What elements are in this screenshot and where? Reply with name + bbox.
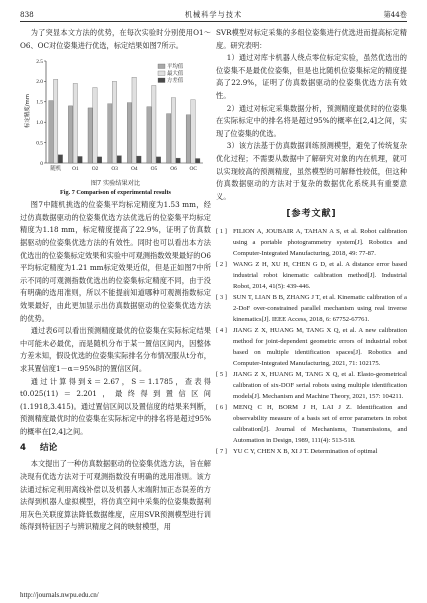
finding-item-1: 1）通过对库卡机器人绕点零位标定实验，虽然优选出的位姿集不是最优位姿集，但是也比随机位姿集标定的精度提高了22.9%，证明了仿真数据驱动的位姿集优选方法有效性。 (216, 53, 407, 100)
bar-chart (20, 55, 211, 179)
x-tick-label: 随机 (50, 166, 62, 173)
finding-item-3: 3）该方法基于仿真数据训练预测模型，避免了传统复杂优化过程；不需要从数据中了解研究对象的内在机理，就可以实现较高的预测精度，虽然模型的可解释性较低，但这种仿真数据驱动的方法对于复杂的数据优化系统具有重要意义。 (216, 141, 407, 201)
x-tick-label: O3 (111, 166, 118, 173)
bar-2 (58, 155, 62, 163)
y-tick-label: 0.5 (36, 140, 43, 147)
y-tick-label: 1.5 (36, 99, 43, 106)
y-axis-title: 标定精度/mm (25, 94, 31, 129)
legend-swatch (158, 71, 165, 76)
bar-0 (186, 115, 190, 163)
confidence-paragraph: 通过表6可以看出预测精度最优的位姿集在实际标定结果中可能未必最优，而是随机分布于某一置信区间内，因整体方差未知，假设优选的位姿集实际排名分布情况服从t分布，求其置信度1－α＝95%时的置信区间。 (20, 326, 211, 373)
legend-swatch (158, 64, 165, 69)
left-column (20, 27, 211, 534)
intro-paragraph: 为了突显本文方法的优势，在每次实验时分别使用O1～O6、OC对位姿集进行优选，标定结果如图7所示。 (20, 28, 211, 50)
bar-0 (166, 114, 170, 163)
x-tick-label: O6 (170, 166, 177, 173)
bar-1 (112, 82, 116, 164)
legend-label: 最大值 (167, 71, 184, 78)
right-column (216, 27, 407, 457)
y-tick-label: 0 (40, 160, 43, 167)
reference-number: [ 5 ] (216, 371, 227, 379)
figure-caption-zh: 图7 实验结果对比 (90, 180, 141, 188)
reference-number: [ 7 ] (216, 448, 227, 456)
analysis-paragraph: 图7中随机挑选的位姿集平均标定精度为1.53 mm，经过仿真数据驱动的位姿集优选方法优选后的位姿集平均标定精度为1.18 mm，标定精度提高了22.9%，证明了仿真数据驱动的位姿集优选方法的有效性。同时也可以看出本方法优选出的位姿集标定效果和实验中可观测指数效果最好的O6平均标定精度为1.21 mm标定效果近似，但是正如图7中所示不同的可观测指数优选出的位姿集标定精度不同，由于没有明确的选用准则，所以不能提前知道哪种可观测指数标定效果最好，由此更加显示出仿真数据驱动的位姿集优选方法的优势。 (20, 200, 211, 323)
bar-1 (53, 80, 57, 164)
legend-swatch (158, 78, 165, 83)
reference-number: [ 4 ] (216, 327, 227, 335)
x-tick-label: O2 (91, 166, 99, 173)
bar-0 (68, 106, 72, 163)
bar-2 (78, 157, 82, 164)
reference-item (216, 402, 407, 446)
x-tick-label: O5 (150, 166, 158, 173)
figure-caption-en: Fig. 7 Comparison of experimental results (60, 189, 171, 197)
page-number: 838 (20, 10, 34, 19)
x-tick-label: O1 (72, 166, 79, 173)
bar-1 (132, 78, 136, 164)
legend-label: 方差值 (167, 78, 184, 85)
section-heading-conclusion (20, 442, 211, 455)
bar-2 (156, 157, 160, 163)
finding-item-2: 2）通过对标定采集数据分析，预测精度最优时的位姿集在实际标定中的排名将是超过95%的概率在[2,4]之间，实现了位姿集的优选。 (216, 103, 407, 138)
bar-0 (127, 103, 131, 163)
x-tick-label: OC (189, 166, 197, 173)
reference-item (216, 446, 407, 457)
bar-2 (176, 158, 180, 163)
bar-0 (147, 107, 151, 163)
bar-1 (73, 84, 77, 164)
section-title: 结论 (40, 443, 58, 454)
y-tick-label: 2.5 (36, 58, 43, 65)
references-heading: [参考文献] (286, 209, 337, 220)
bar-0 (88, 108, 92, 163)
bar-2 (97, 157, 101, 163)
y-tick-label: 1.0 (36, 120, 43, 127)
conclusion-paragraph: 本文提出了一种仿真数据驱动的位姿集优选方法，旨在解决现有优选方法对于可观测指数没有明确的选用准则。该方法通过标定利用离线补偿以及机器人末端附加正态误差的方法得到机器人虚拟模型，将仿真空间中采集的位姿集数据利用灰色关联度算法降低数据维度，应用SVR预测模型进行训练得到特征因子与辨识精度之间的映射模型，用 (20, 459, 211, 532)
interval-paragraph: 通过计算得到x̄＝2.67，S＝1.1785，查表得t0.025(11)＝2.201，最终得到置信区间(1.1918,3.415)。通过置信区间以及置信度的结果来判断，预测精度最优时的位姿集在实际标定中的排名将是超过95%的概率在[2,4]之间。 (20, 376, 211, 436)
reference-number: [ 6 ] (216, 404, 227, 412)
bar-2 (117, 156, 121, 163)
bar-0 (49, 101, 53, 163)
bar-0 (108, 104, 112, 163)
bar-2 (137, 156, 141, 163)
reference-text: WANG Z H, XU H, CHEN G D, et al. A distance error based industrial robot kinematic calibration method[J]. Industrial Robot, 2014, 41(5): 439-446. (233, 261, 407, 291)
y-tick-label: 2.0 (36, 79, 43, 86)
reference-item (216, 325, 407, 369)
legend-label: 平均值 (167, 64, 184, 71)
reference-number: [ 2 ] (216, 261, 227, 269)
reference-text: MENQ C H, BORM J H, LAI J Z. Identification and observability measure of a basis set of error parameters in robot calibration[J]. Journal of Mechanisms, Transmissions, and Automation in Design, 1989, 111(4): 513-518. (233, 404, 407, 445)
bar-1 (93, 88, 97, 163)
reference-text: JIANG Z X, HUANG M, TANG X Q, et al. A new calibration method for joint-dependent geometric errors of industrial robot based on multiple identification spaces[J]. Robotics and Computer-Integrated Manufacturing, 2021, 71: 102175. (233, 327, 407, 368)
reference-item (216, 369, 407, 402)
volume-label: 第44卷 (383, 10, 407, 19)
continued-paragraph: SVR模型对标定采集的多组位姿集进行优选进而提高标定精度。研究表明： (216, 28, 407, 50)
reference-number: [ 1 ] (216, 228, 227, 236)
x-tick-label: O4 (131, 166, 138, 173)
footer-url[interactable]: http://journals.nwpu.edu.cn/ (20, 591, 99, 599)
section-number: 4 (20, 443, 26, 454)
bar-2 (196, 159, 200, 163)
reference-text: YU C Y, CHEN X B, XI J T. Determination of optimal (233, 448, 378, 456)
journal-title: 机械科学与技术 (184, 10, 243, 19)
y-axis-title-group (23, 94, 31, 128)
bar-1 (171, 98, 175, 163)
reference-text: FILION A, JOUBAIR A, TAHAN A S, et al. Robot calibration using a portable photogrammetry system[J]. Robotics and Computer-Integrated Manufacturing, 2018, 49: 77-87. (233, 228, 407, 258)
reference-item (216, 292, 407, 325)
reference-item (216, 226, 407, 259)
reference-text: SUN T, LIAN B B, ZHANG J T, et al. Kinematic calibration of a 2-DoF over-constrained parallel mechanism using real inverse kinematics[J]. IEEE Access, 2018, 6: 67752-67761. (233, 294, 407, 324)
running-header (20, 8, 407, 22)
bar-1 (191, 100, 195, 163)
bar-1 (152, 86, 156, 164)
reference-text: JIANG Z X, HUANG M, TANG X Q, et al. Elasto-geometrical calibration of six-DOF serial robots using multiple identification models[J]. Mechanism and Machine Theory, 2021, 157: 104211. (233, 371, 407, 401)
figure-7 (20, 55, 211, 197)
reference-number: [ 3 ] (216, 294, 227, 302)
reference-item (216, 259, 407, 292)
